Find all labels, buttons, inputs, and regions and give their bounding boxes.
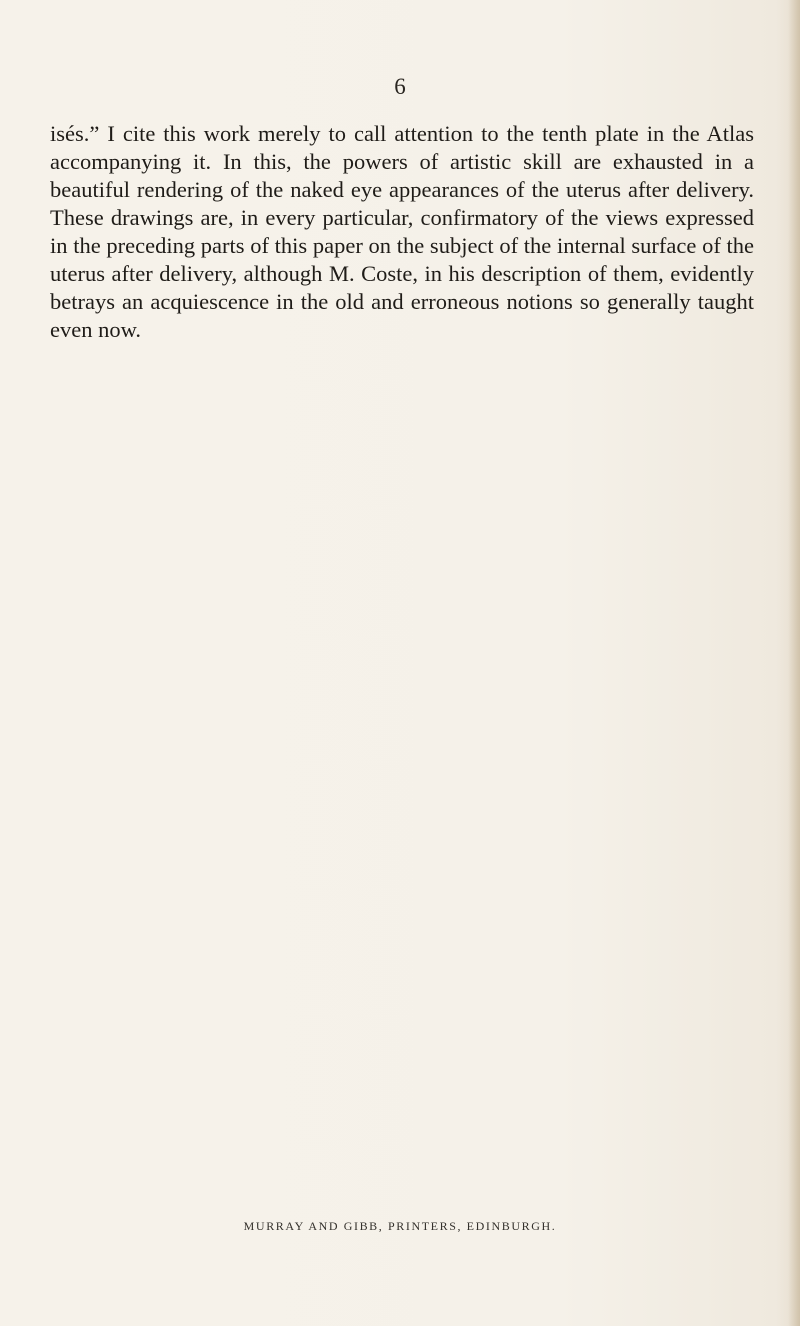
page-number: 6 [394,74,406,99]
printer-imprint: MURRAY AND GIBB, PRINTERS, EDINBURGH. [243,1219,557,1233]
body-paragraph: isés.” I cite this work merely to call attention to the tenth plate in the Atlas accompanying it. In this, the powers of artistic skill are exhausted in a beautiful rendering of the naked eye appearances of the uterus after delivery. These drawings are, in every particular, confirmatory of the views expressed in the preceding parts of this paper on the subject of the internal surface of the uterus after delivery, although M. Coste, in his description of them, evidently betrays an acquiescence in the old and erroneous notions so generally taught even now. [50,121,754,342]
page-edge-shadow [788,0,800,1326]
